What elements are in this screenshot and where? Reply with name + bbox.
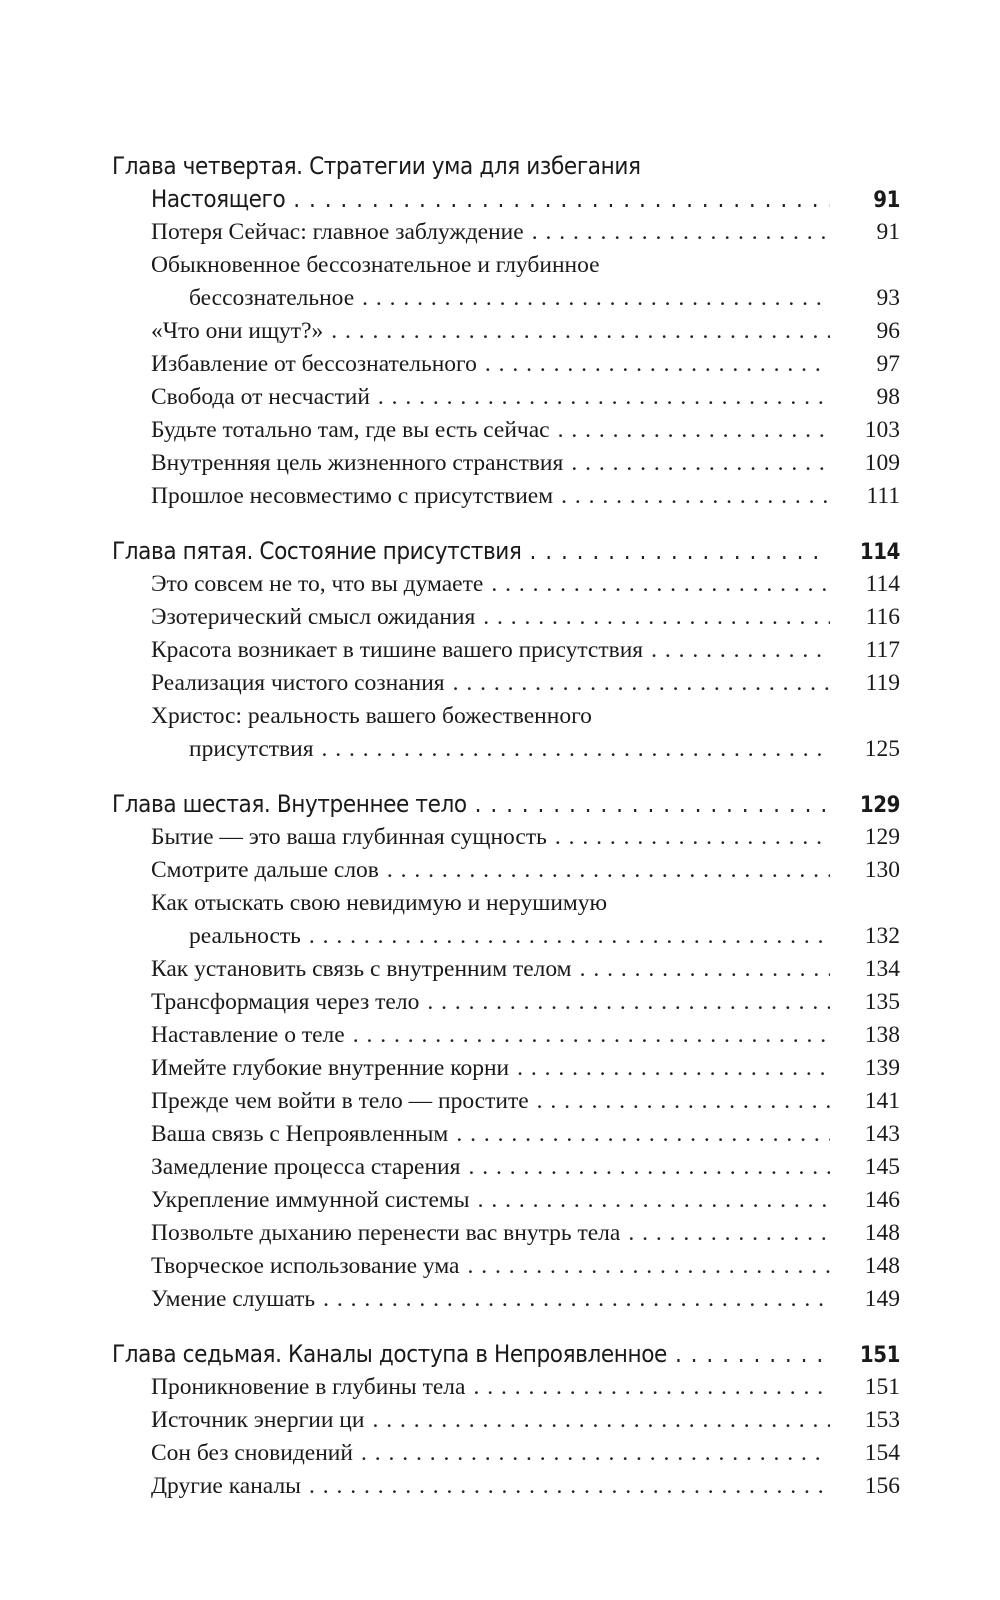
toc-entry: [112, 1250, 900, 1283]
entry-title: Проникновение в глубины тела: [151, 1374, 466, 1400]
toc-entry: [112, 1371, 900, 1404]
dot-leader: [555, 821, 830, 854]
dot-leader: [491, 568, 830, 601]
chapter-title: Глава пятая. Состояние присутствия: [112, 537, 522, 565]
table-of-contents: [112, 150, 900, 1525]
dot-leader: [675, 1338, 830, 1371]
dot-leader: [475, 788, 830, 821]
dot-leader: [628, 1217, 830, 1250]
toc-entry: [112, 1283, 900, 1316]
page-number: 119: [865, 670, 900, 696]
dot-leader: [372, 1404, 830, 1437]
toc-entry: [112, 1470, 900, 1503]
toc-entry: [112, 414, 900, 447]
page-number: 117: [865, 637, 900, 663]
toc-entry: [112, 1184, 900, 1217]
chapter-5: [112, 535, 900, 766]
dot-leader: [651, 634, 830, 667]
dot-leader: [468, 1151, 830, 1184]
page-number: 143: [864, 1121, 900, 1147]
page-number: 145: [864, 1154, 900, 1180]
dot-leader: [361, 1437, 830, 1470]
toc-entry: [112, 821, 900, 854]
page-number: 116: [865, 604, 900, 630]
page-number: 114: [865, 571, 900, 597]
page-number: 96: [876, 318, 900, 344]
toc-entry: [112, 568, 900, 601]
entry-title: Свобода от несчастий: [151, 384, 370, 410]
chapter-heading-cont: [112, 183, 900, 216]
dot-leader: [485, 348, 830, 381]
page-number: 149: [864, 1286, 900, 1312]
entry-title-line2: реальность: [189, 923, 301, 949]
toc-entry: [112, 1085, 900, 1118]
entry-title: Красота возникает в тишине вашего присутствия: [151, 637, 644, 663]
page-number: 153: [864, 1407, 900, 1433]
page-number: 103: [864, 417, 900, 443]
toc-entry: [112, 700, 900, 733]
chapter-title-line1: Глава четвертая. Стратегии ума для избегания: [112, 152, 641, 180]
toc-entry: [112, 1217, 900, 1250]
toc-entry: [112, 1019, 900, 1052]
entry-title: Творческое использование ума: [151, 1253, 460, 1279]
dot-leader: [467, 1250, 830, 1283]
dot-leader: [580, 953, 830, 986]
toc-entry-cont: [112, 733, 900, 766]
chapter-heading: [112, 1338, 900, 1371]
chapter-heading: [112, 535, 900, 568]
entry-title: Трансформация через тело: [151, 989, 420, 1015]
chapter-title: Глава седьмая. Каналы доступа в Непроявленное: [112, 1340, 667, 1368]
entry-title: Имейте глубокие внутренние корни: [151, 1055, 510, 1081]
toc-entry: [112, 667, 900, 700]
dot-leader: [483, 601, 830, 634]
page-number: 97: [876, 351, 900, 377]
page-number: 129: [864, 824, 900, 850]
entry-title: Это совсем не то, что вы думаете: [151, 571, 484, 597]
entry-title-line2: присутствия: [189, 736, 314, 762]
page-number: 139: [864, 1055, 900, 1081]
toc-entry: [112, 1404, 900, 1437]
dot-leader: [473, 1371, 830, 1404]
entry-title-line1: Как отыскать свою невидимую и нерушимую: [151, 890, 608, 916]
chapter-7: [112, 1338, 900, 1503]
entry-title: Умение слушать: [151, 1286, 316, 1312]
entry-title: Будьте тотально там, где вы есть сейчас: [151, 417, 550, 443]
dot-leader: [353, 1019, 830, 1052]
dot-leader: [362, 282, 830, 315]
entry-title: Сон без сновидений: [151, 1440, 353, 1466]
entry-title: Прежде чем войти в тело — простите: [151, 1088, 529, 1114]
page-number: 135: [864, 989, 900, 1015]
toc-entry: [112, 447, 900, 480]
page-number: 151: [864, 1374, 900, 1400]
page-number: 129: [859, 793, 900, 818]
entry-title: Наставление о теле: [151, 1022, 345, 1048]
toc-entry: [112, 348, 900, 381]
entry-title: Позвольте дыханию перенести вас внутрь тела: [151, 1220, 621, 1246]
toc-entry: [112, 953, 900, 986]
entry-title: Реализация чистого сознания: [151, 670, 445, 696]
entry-title: Укрепление иммунной системы: [151, 1187, 470, 1213]
page-number: 93: [876, 285, 900, 311]
page-number: 148: [864, 1253, 900, 1279]
page-number: 134: [864, 956, 900, 982]
dot-leader: [427, 986, 830, 1019]
toc-entry: [112, 1052, 900, 1085]
entry-title: Ваша связь с Непроявленным: [151, 1121, 449, 1147]
entry-title-line1: Христос: реальность вашего божественного: [151, 703, 592, 729]
dot-leader: [537, 1085, 830, 1118]
dot-leader: [532, 216, 830, 249]
entry-title: Замедление процесса старения: [151, 1154, 461, 1180]
page-number: 148: [864, 1220, 900, 1246]
page-number: 130: [864, 857, 900, 883]
page-number: 154: [864, 1440, 900, 1466]
entry-title: Внутренняя цель жизненного странствия: [151, 450, 564, 476]
page-number: 98: [876, 384, 900, 410]
entry-title: Смотрите дальше слов: [151, 857, 379, 883]
dot-leader: [571, 447, 830, 480]
entry-title: Бытие — это ваша глубинная сущность: [151, 824, 547, 850]
dot-leader: [293, 183, 830, 216]
page-number: 141: [864, 1088, 900, 1114]
toc-entry: [112, 381, 900, 414]
entry-title-line1: Обыкновенное бессознательное и глубинное: [151, 252, 600, 278]
toc-entry-cont: [112, 282, 900, 315]
toc-entry: [112, 315, 900, 348]
toc-entry: [112, 854, 900, 887]
entry-title: Избавление от бессознательного: [151, 351, 477, 377]
entry-title: «Что они ищут?»: [151, 318, 324, 344]
toc-entry: [112, 634, 900, 667]
dot-leader: [558, 414, 830, 447]
toc-entry: [112, 1118, 900, 1151]
toc-entry: [112, 601, 900, 634]
toc-entry: [112, 1437, 900, 1470]
page-number: 151: [859, 1343, 900, 1368]
page-number: 132: [864, 923, 900, 949]
toc-entry: [112, 216, 900, 249]
entry-title: Прошлое несовместимо с присутствием: [151, 483, 554, 509]
dot-leader: [387, 854, 830, 887]
dot-leader: [309, 920, 830, 953]
toc-entry: [112, 887, 900, 920]
chapter-heading: [112, 150, 900, 183]
dot-leader: [309, 1470, 830, 1503]
page-number: 111: [866, 483, 900, 509]
page-number: 109: [864, 450, 900, 476]
dot-leader: [517, 1052, 830, 1085]
chapter-4: [112, 150, 900, 513]
toc-entry: [112, 986, 900, 1019]
dot-leader: [478, 1184, 830, 1217]
toc-entry: [112, 1151, 900, 1184]
entry-title-line2: бессознательное: [189, 285, 355, 311]
page-number: 114: [859, 540, 900, 565]
entry-title: Источник энергии ци: [151, 1407, 365, 1433]
chapter-title-line2: Настоящего: [151, 185, 286, 213]
chapter-title: Глава шестая. Внутреннее тело: [112, 790, 467, 818]
page-number: 138: [864, 1022, 900, 1048]
entry-title: Потеря Сейчас: главное заблуждение: [151, 219, 524, 245]
page-number: 146: [864, 1187, 900, 1213]
entry-title: Как установить связь с внутренним телом: [151, 956, 572, 982]
entry-title: Эзотерический смысл ожидания: [151, 604, 476, 630]
page-number: 156: [864, 1473, 900, 1499]
page-number: 125: [864, 736, 900, 762]
dot-leader: [323, 1283, 830, 1316]
toc-entry: [112, 249, 900, 282]
chapter-6: [112, 788, 900, 1316]
dot-leader: [453, 667, 830, 700]
dot-leader: [530, 535, 830, 568]
dot-leader: [331, 315, 830, 348]
toc-entry: [112, 480, 900, 513]
dot-leader: [456, 1118, 830, 1151]
page-number: 91: [873, 188, 900, 213]
dot-leader: [378, 381, 830, 414]
dot-leader: [322, 733, 830, 766]
chapter-heading: [112, 788, 900, 821]
entry-title: Другие каналы: [151, 1473, 301, 1499]
page-number: 91: [876, 219, 900, 245]
dot-leader: [561, 480, 830, 513]
toc-entry-cont: [112, 920, 900, 953]
